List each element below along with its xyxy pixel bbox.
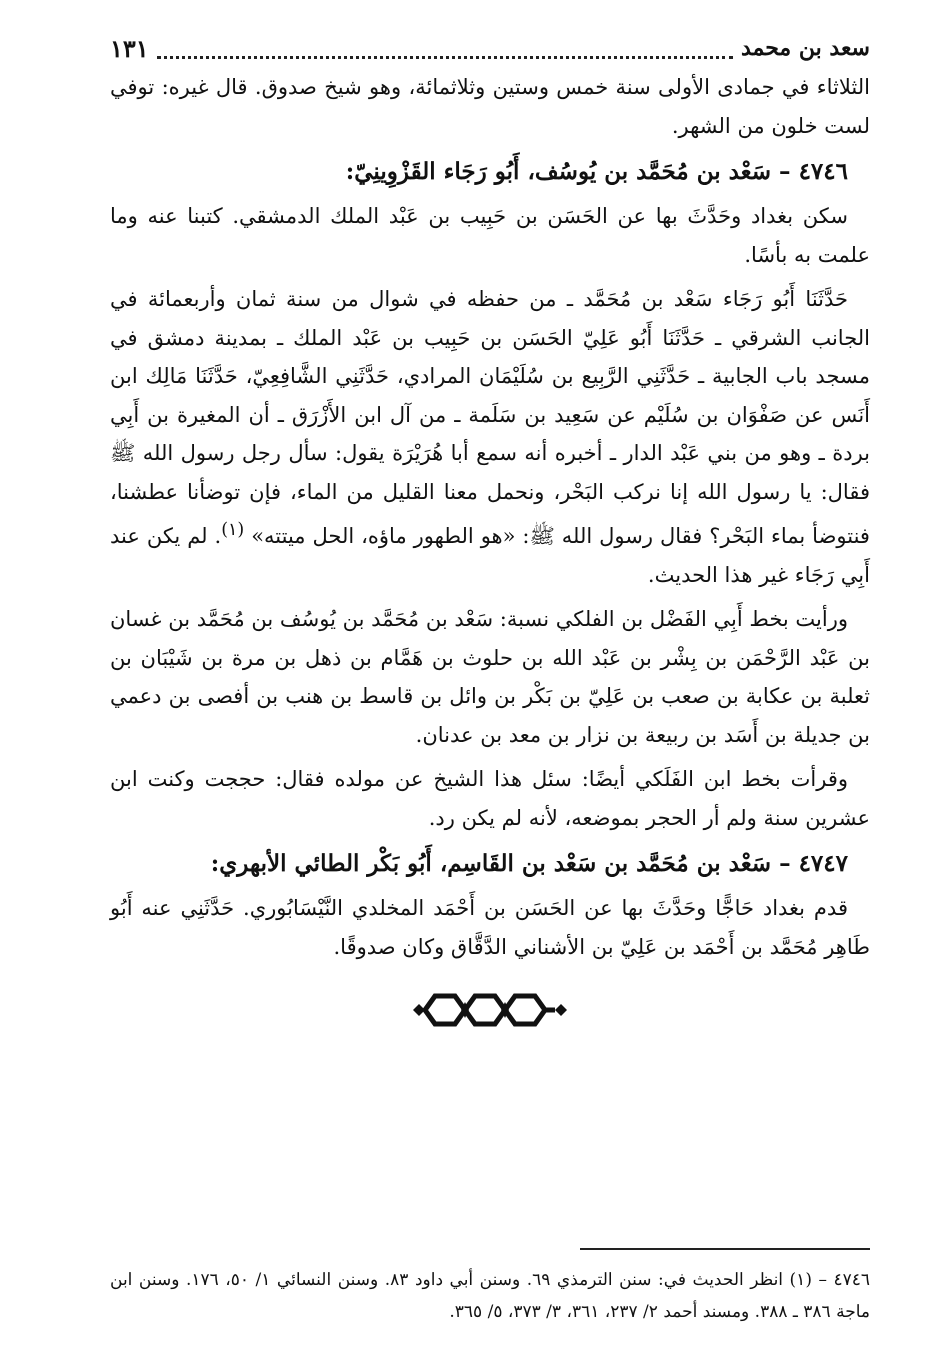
- paragraph-continuation: الثلاثاء في جمادى الأولى سنة خمس وستين وثلاثمائة، وهو شيخ صدوق. قال غيره: توفي لست خلون من الشهر.: [110, 75, 870, 138]
- running-head-title: سعد بن محمد: [740, 35, 870, 61]
- page-number: ١٣١: [110, 33, 149, 63]
- hadith-text: حَدَّثَنَا أَبُو رَجَاء سَعْد بن مُحَمَّد ـ من حفظه في شوال من سنة ثمان وأربعمائة في الجانب الشرقي ـ حَدَّثَنَا أَبُو عَلِيّ الحَسَن بن حَبِيب بن عَبْد الملك ـ بمدينة دمشق في مسجد باب الجابية ـ حَدَّثَنِي الرَّبِيع بن سُلَيْمَان المرادي، حَدَّثَنِي الشَّافِعِيّ، حَدَّثَنَا مَالِك ابن أَنَس عن صَفْوَان بن سُلَيْم عن سَعِيد بن سَلَمة ـ من آل ابن الأَزْرَق ـ أن المغيرة بن أَبِي بردة ـ وهو من بني عَبْد الدار ـ أخبره أنه سمع أبا هُرَيْرَة يقول: سأل رجل رسول الله ﷺ فقال: يا رسول الله إنا نركب البَحْر، ونحمل معنا القليل من الماء، فإن توضأنا عطشنا، فنتوضأ بماء البَحْر؟ فقال رسول الله ﷺ: «هو الطهور ماؤه، الحل ميتته»: [110, 287, 870, 548]
- entry-title-4747: ٤٧٤٧ – سَعْد بن مُحَمَّد بن سَعْد بن القَاسِم، أَبُو بَكْر الطائي الأبهري:: [210, 850, 848, 877]
- paragraph-4747-intro: قدم بغداد حَاجًّا وحَدَّثَ بها عن الحَسَن بن أَحْمَد المخلدي النَّيْسَابُوري. حَدَّثَنِي عنه أَبُو طَاهِر مُحَمَّد بن أَحْمَد بن عَلِيّ بن الأشناني الدَّقَّاق وكان صدوقًا.: [110, 896, 870, 959]
- footnote-reference[interactable]: (١): [221, 520, 245, 540]
- page-body: [110, 28, 870, 1032]
- leader-dots: [157, 38, 733, 59]
- footnote-text: ٤٧٤٦ – (١) انظر الحديث في: سنن الترمذي ٦٩. وسنن أبي داود ٨٣. وسنن النسائي ١/ ٥٠، ١٧٦. وسنن ابن ماجة ٣٨٦ ـ ٣٨٨. ومسند أحمد ٢/ ٢٣٧، ٣٦١، ٣/ ٣٧٣، ٥/ ٣٦٥.: [110, 1270, 870, 1322]
- entry-title-4746: ٤٧٤٦ – سَعْد بن مُحَمَّد بن يُوسُف، أَبُو رَجَاء القَزْوِينِيّ:: [345, 158, 848, 185]
- paragraph-4746-hadith: [110, 280, 870, 594]
- paragraph-4746-lineage: ورأيت بخط أَبِي الفَضْل بن الفلكي نسبة: سَعْد بن مُحَمَّد بن يُوسُف بن مُحَمَّد بن غسان بن عَبْد الرَّحْمَن بن بِشْر بن عَبْد الله بن حلوث بن هَمَّام بن ذهل بن مرة بن شَيْبَان بن ثعلبة بن عكابة بن صعب بن عَلِيّ بن بَكْر بن وائل بن قاسط بن هنب بن أفصى بن دعمي بن جديلة بن أَسَد بن ربيعة بن نزار بن معد بن عدنان.: [110, 607, 870, 747]
- hadith-tail: . لم يكن عند أَبِي رَجَاء غير هذا الحديث.: [110, 524, 870, 587]
- footnote-rule: [580, 1248, 870, 1250]
- diamond-chain-ornament-icon: [110, 988, 870, 1032]
- paragraph-4746-birth: وقرأت بخط ابن الفَلَكي أيضًا: سئل هذا الشيخ عن مولده فقال: حججت وكنت ابن عشرين سنة ولم أر الحجر بموضعه، لأنه لم يكن رد.: [110, 767, 870, 830]
- running-head: [110, 28, 870, 68]
- paragraph-4746-intro: سكن بغداد وحَدَّثَ بها عن الحَسَن بن حَبِيب بن عَبْد الملك الدمشقي. كتبنا عنه وما علمت به بأسًا.: [110, 204, 870, 267]
- footnotes: [110, 1248, 870, 1328]
